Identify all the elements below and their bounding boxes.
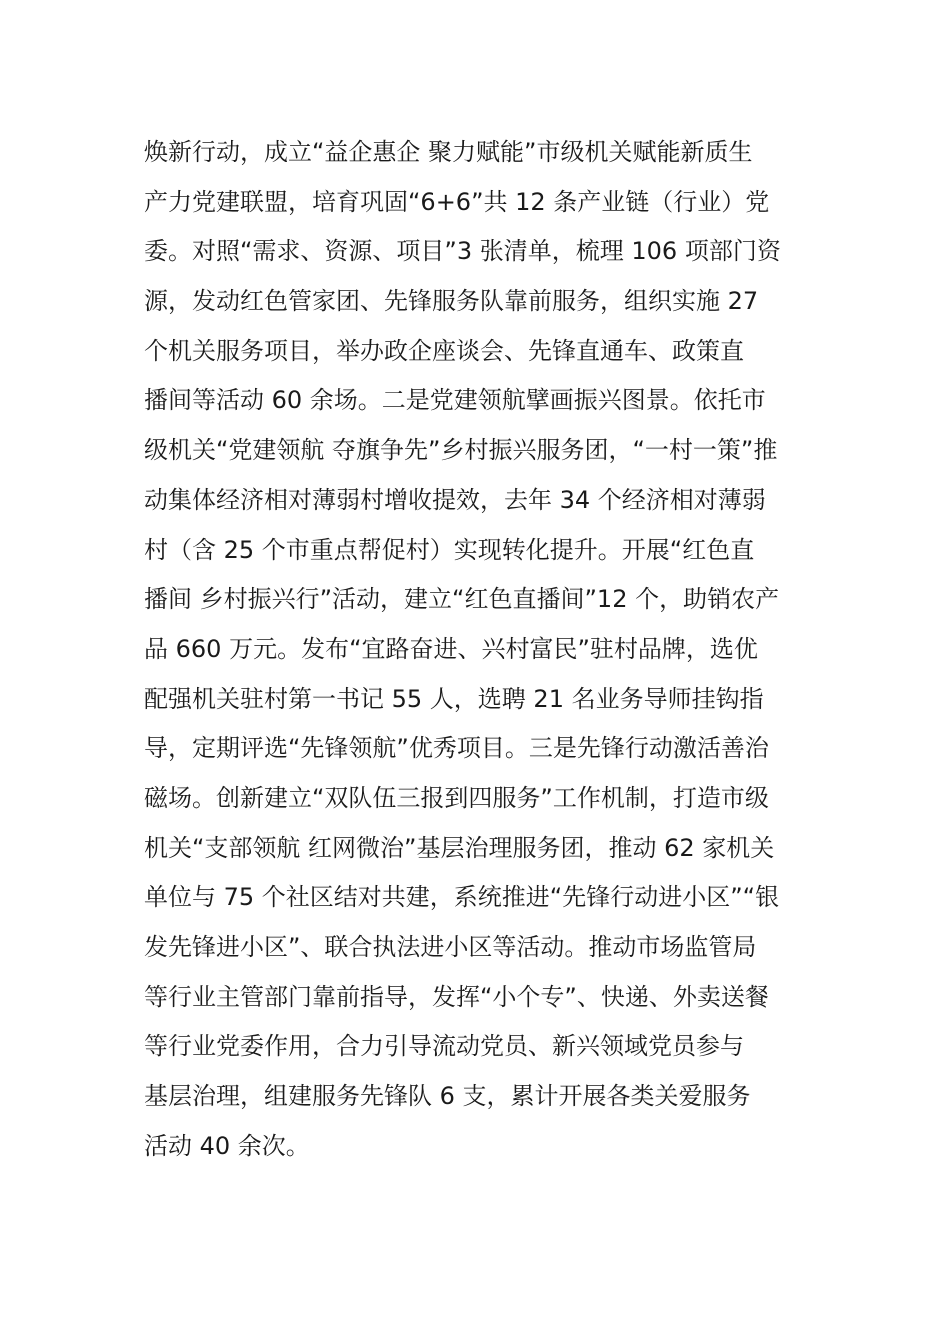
text-line: 产力党建联盟，培育巩固“6+6”共 12 条产业链（行业）党 — [144, 187, 770, 216]
text-line: 导，定期评选“先锋领航”优秀项目。三是先锋行动激活善治 — [144, 734, 769, 763]
text-line: 焕新行动，成立“益企惠企 聚力赋能”市级机关赋能新质生 — [144, 138, 753, 166]
text-line: 源，发动红色管家团、先锋服务队靠前服务，组织实施 27 — [144, 287, 759, 316]
text-line: 播间 乡村振兴行”活动，建立“红色直播间”12 个，助销农产 — [144, 585, 780, 614]
body-paragraph — [144, 128, 814, 1171]
text-line: 等行业主管部门靠前指导，发挥“小个专”、快递、外卖送餐 — [144, 982, 769, 1011]
text-line: 活动 40 余次。 — [144, 1131, 310, 1160]
text-line: 机关“支部领航 红网微治”基层治理服务团，推动 62 家机关 — [144, 833, 775, 862]
text-line: 配强机关驻村第一书记 55 人，选聘 21 名业务导师挂钩指 — [144, 684, 764, 713]
text-line: 品 660 万元。发布“宜路奋进、兴村富民”驻村品牌，选优 — [144, 634, 758, 663]
text-line: 发先锋进小区”、联合执法进小区等活动。推动市场监管局 — [144, 933, 757, 961]
text-line: 个机关服务项目，举办政企座谈会、先锋直通车、政策直 — [144, 336, 744, 365]
text-line: 单位与 75 个社区结对共建，系统推进“先锋行动进小区”“银 — [144, 883, 780, 912]
text-line: 动集体经济相对薄弱村增收提效，去年 34 个经济相对薄弱 — [144, 485, 766, 514]
text-line: 级机关“党建领航 夺旗争先”乡村振兴服务团，“一村一策”推 — [144, 436, 778, 465]
text-line: 村（含 25 个市重点帮促村）实现转化提升。开展“红色直 — [144, 535, 755, 564]
text-line: 播间等活动 60 余场。二是党建领航擘画振兴图景。依托市 — [144, 386, 766, 415]
text-line: 委。对照“需求、资源、项目”3 张清单，梳理 106 项部门资 — [144, 237, 781, 266]
text-line: 磁场。创新建立“双队伍三报到四服务”工作机制，打造市级 — [144, 783, 769, 812]
text-line: 等行业党委作用，合力引导流动党员、新兴领域党员参与 — [144, 1032, 744, 1061]
text-line: 基层治理，组建服务先锋队 6 支，累计开展各类关爱服务 — [144, 1082, 751, 1111]
